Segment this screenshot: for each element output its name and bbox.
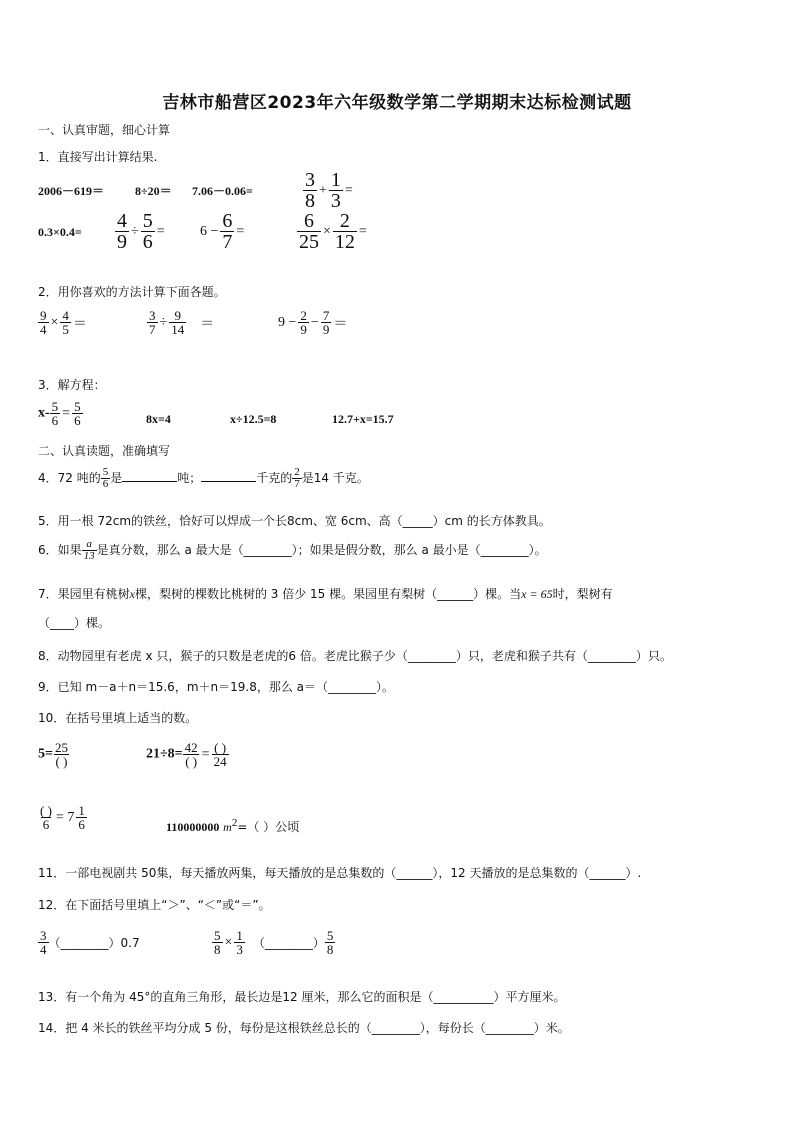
- q5: 5．用一根 72cm的铁丝，恰好可以焊成一个长8cm、宽 6cm、高（_____）cm 的长方体教具。: [38, 514, 551, 528]
- comparison-blank[interactable]: （________）: [252, 936, 325, 950]
- numerator: a: [86, 538, 92, 550]
- numerator: 5: [51, 399, 59, 414]
- equals: ＝: [200, 316, 215, 332]
- denominator: 6: [142, 231, 153, 253]
- prefix: 21÷8=: [146, 746, 183, 762]
- denominator: ( ): [185, 754, 198, 769]
- denominator: 9: [117, 231, 127, 253]
- q7-line2: （____）棵。: [38, 616, 111, 630]
- q7-prefix: 7．果园里有桃树: [38, 587, 130, 601]
- operator: ×: [50, 314, 59, 330]
- denominator: 6: [51, 413, 59, 428]
- condition: x = 65: [521, 587, 553, 601]
- q10-a: [38, 741, 70, 768]
- q4-text: 吨；: [177, 471, 202, 485]
- denominator: 8: [305, 190, 315, 212]
- q7-line1: [38, 585, 613, 602]
- denominator: 3: [330, 190, 341, 212]
- section-heading-1: 一、认真审题，细心计算: [38, 123, 171, 137]
- q4-prefix: 4．72 吨的: [38, 471, 101, 485]
- q10-d-suffix: =（ ）公顷: [237, 820, 300, 834]
- numerator: 4: [62, 308, 69, 323]
- variable: x: [129, 587, 135, 601]
- denominator: 3: [236, 942, 243, 957]
- q13: 13．有一个角为 45°的直角三角形，最长边是12 厘米，那么它的面积是（__________）平方厘米。: [38, 990, 566, 1004]
- q9: 9．已知 m－a＋n＝15.6，m＋n＝19.8，那么 a＝（________）。: [38, 680, 394, 694]
- unit: m: [223, 820, 232, 834]
- q1-r1a: 2006－619＝: [38, 184, 105, 198]
- q6: [38, 539, 547, 562]
- equals: ＝: [72, 316, 87, 332]
- numerator: 1: [78, 803, 85, 818]
- q12-a: [38, 929, 140, 956]
- q1-label: 1．直接写出计算结果.: [38, 150, 158, 164]
- prefix: 6 −: [200, 223, 219, 239]
- numerator: 42: [184, 740, 198, 755]
- numerator: 2: [339, 210, 350, 232]
- q4: [38, 467, 369, 490]
- denominator: 7: [294, 478, 300, 490]
- equals: =: [236, 223, 245, 239]
- q1-r2a: 0.3×0.4=: [38, 225, 82, 239]
- page-title: 吉林市船营区2023年六年级数学第二学期期末达标检测试题: [162, 93, 632, 113]
- denominator: 6: [74, 413, 81, 428]
- q2-b: [147, 309, 216, 336]
- q10-c: [38, 804, 87, 831]
- denominator: 24: [213, 754, 227, 769]
- q2-label: 2．用你喜欢的方法计算下面各题。: [38, 285, 226, 299]
- q2-c: [276, 309, 349, 336]
- q3-label: 3．解方程：: [38, 378, 106, 392]
- operator: +: [319, 182, 327, 198]
- q10-label: 10．在括号里填上适当的数。: [38, 711, 198, 725]
- denominator: 9: [300, 322, 307, 337]
- denominator: 8: [214, 942, 221, 957]
- q10-d: [166, 817, 299, 835]
- q1-r2b: [115, 211, 167, 252]
- q1-r2d: [297, 211, 369, 252]
- equals: ＝: [333, 316, 348, 332]
- q3-b: 8x=4: [146, 412, 171, 426]
- prefix: 9 −: [278, 314, 297, 330]
- denominator: 6: [78, 817, 85, 832]
- q10-b: [146, 741, 229, 768]
- denominator: 4: [40, 322, 47, 337]
- numerator: 2: [294, 466, 300, 478]
- section-heading-2: 二、认真读题，准确填写: [38, 444, 171, 458]
- numerator: 25: [54, 740, 68, 755]
- equals: =: [62, 405, 71, 421]
- numerator: 3: [40, 928, 47, 943]
- denominator: 12: [334, 231, 355, 253]
- denominator: 25: [299, 231, 319, 253]
- q12-b: [212, 929, 335, 956]
- q11: 11．一部电视剧共 50集，每天播放两集，每天播放的是总集数的（______），12 天播放的是总集数的（______）.: [38, 866, 642, 880]
- operator: ×: [224, 934, 233, 950]
- comparison-blank[interactable]: （________）0.7: [48, 936, 140, 950]
- operator: ×: [323, 223, 331, 239]
- value: 110000000: [166, 820, 220, 834]
- denominator: 6: [42, 817, 50, 832]
- numerator: 5: [326, 928, 334, 943]
- denominator: 4: [40, 942, 47, 957]
- unit-exponent: 2: [231, 817, 238, 829]
- numerator: ( ): [40, 803, 52, 818]
- q1-r1b: 8÷20＝: [135, 184, 172, 198]
- prefix: x-: [38, 405, 50, 421]
- denominator: 5: [62, 322, 69, 337]
- q2-a: [38, 309, 89, 336]
- q7-text: 棵，梨树的棵数比桃树的 3 倍少 15 棵。果园里有梨树（______）棵。当: [134, 587, 522, 601]
- numerator: 5: [214, 928, 221, 943]
- equals: = 7: [55, 809, 75, 825]
- q12-label: 12．在下面括号里填上“＞”、“＜”或“＝”。: [38, 898, 271, 912]
- numerator: 5: [74, 399, 81, 414]
- equals: =: [344, 182, 353, 198]
- q6-suffix: 是真分数，那么 a 最大是（________）；如果是假分数，那么 a 最小是（________）。: [96, 543, 547, 557]
- denominator: 14: [171, 322, 185, 337]
- numerator: 3: [149, 308, 156, 323]
- numerator: 1: [236, 928, 243, 943]
- q6-prefix: 6．如果: [38, 543, 82, 557]
- q3-d: 12.7+x=15.7: [332, 412, 394, 426]
- q3-c: x÷12.5=8: [230, 412, 277, 426]
- q8: 8．动物园里有老虎 x 只，猴子的只数是老虎的6 倍。老虎比猴子少（________）只，老虎和猴子共有（________）只。: [38, 649, 672, 663]
- q4-text: 千克的: [256, 471, 293, 485]
- answer-blank[interactable]: [201, 469, 256, 482]
- q1-r2c: [198, 211, 246, 252]
- equals: =: [358, 223, 367, 239]
- operator: −: [310, 314, 319, 330]
- denominator: 7: [149, 322, 156, 337]
- numerator: 6: [304, 210, 314, 232]
- q7-suffix: 时，梨树有: [552, 587, 613, 601]
- numerator: 9: [174, 308, 181, 323]
- numerator: 2: [300, 308, 307, 323]
- q4-text: 是: [110, 471, 123, 485]
- numerator: 6: [222, 210, 233, 232]
- denominator: 9: [322, 322, 330, 337]
- numerator: ( ): [214, 740, 227, 755]
- denominator: 7: [222, 231, 233, 253]
- prefix: 5=: [38, 746, 53, 762]
- numerator: 3: [305, 169, 315, 191]
- numerator: 1: [330, 169, 341, 191]
- numerator: 7: [322, 308, 330, 323]
- denominator: 8: [326, 942, 334, 957]
- q14: 14．把 4 米长的铁丝平均分成 5 份，每份是这根铁丝总长的（________），每份长（________）米。: [38, 1021, 570, 1035]
- q3-a: [38, 400, 83, 427]
- denominator: 13: [83, 550, 95, 562]
- equals: =: [201, 746, 210, 762]
- denominator: 6: [102, 478, 109, 490]
- q1-r1c: 7.06－0.06=: [192, 184, 253, 198]
- answer-blank[interactable]: [122, 469, 177, 482]
- operator: ÷: [131, 223, 139, 239]
- operator: ÷: [159, 314, 168, 330]
- numerator: 5: [102, 466, 109, 478]
- q4-suffix: 是14 千克。: [301, 471, 369, 485]
- numerator: 4: [117, 210, 127, 232]
- numerator: 5: [142, 210, 153, 232]
- q1-r1d: [303, 170, 355, 211]
- equals: =: [156, 223, 165, 239]
- numerator: 9: [40, 308, 47, 323]
- denominator: ( ): [55, 754, 68, 769]
